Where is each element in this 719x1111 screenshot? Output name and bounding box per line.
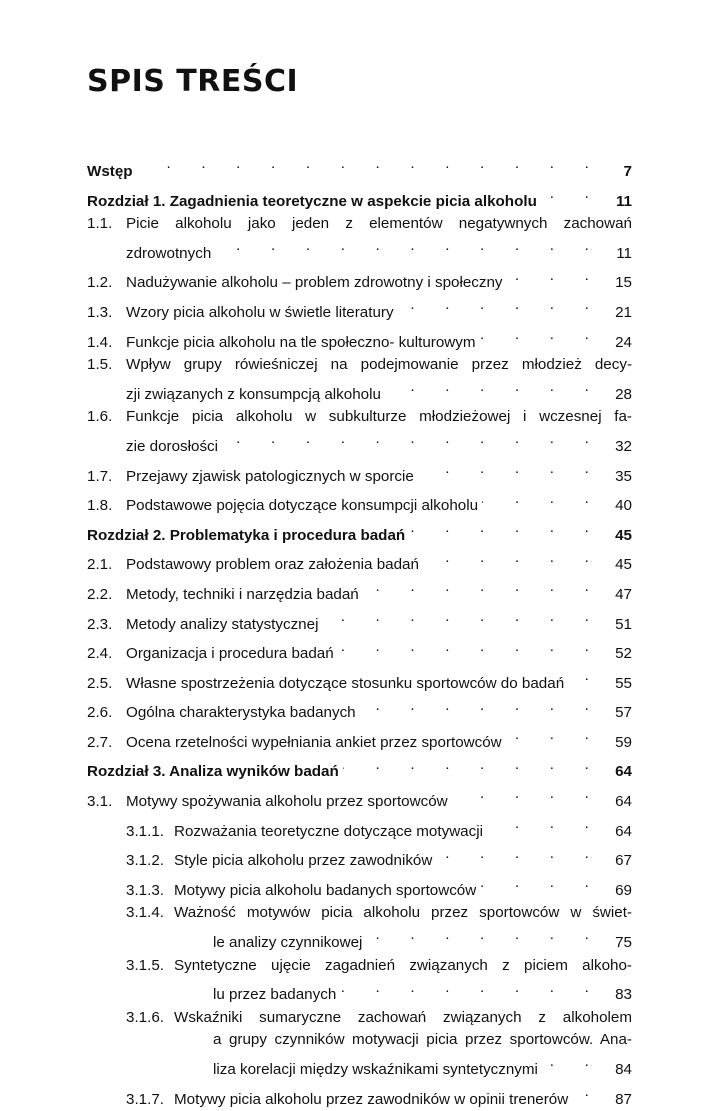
toc-entry-line bbox=[126, 843, 632, 873]
toc-entry-title: Metody, techniki i narzędzia badań bbox=[126, 585, 359, 603]
toc-page-number: 87 bbox=[615, 1090, 632, 1108]
toc-entry-line bbox=[87, 488, 632, 518]
toc-entry[interactable] bbox=[87, 577, 632, 607]
toc-page-number: 15 bbox=[615, 274, 632, 292]
dot-leader bbox=[507, 265, 602, 287]
toc-entry-title: Podstawowe pojęcia dotyczące konsumpcji alkoholu bbox=[126, 497, 479, 515]
dot-leader bbox=[222, 429, 602, 451]
toc-entry-title: Motywy picia alkoholu przez zawodników w opinii trenerów bbox=[174, 1090, 569, 1108]
toc-entry[interactable] bbox=[87, 814, 632, 844]
toc-entry[interactable] bbox=[87, 295, 632, 325]
toc-entry-title: liza korelacji między wskaźnikami syntetycznymi bbox=[213, 1061, 538, 1078]
toc-page-number: 52 bbox=[615, 645, 632, 663]
toc-entry-line bbox=[87, 459, 632, 489]
toc-entry-title: Wskaźniki sumaryczne zachowań związanych z alkoholem bbox=[174, 1008, 632, 1026]
toc-entry-number: 3.1.4. bbox=[126, 904, 164, 922]
toc-entry-number: 3.1.3. bbox=[126, 881, 164, 899]
toc-entry-title: Funkcje picia alkoholu w subkulturze młodzieżowej i wczesnej fa- bbox=[126, 408, 632, 426]
toc-page-number: 45 bbox=[615, 556, 632, 574]
toc-entry[interactable] bbox=[87, 325, 632, 355]
toc-entry[interactable] bbox=[87, 955, 632, 1007]
toc-entry-title: Rozdział 1. Zagadnienia teoretyczne w aspekcie picia alkoholu bbox=[87, 192, 537, 210]
toc-page-number: 75 bbox=[615, 934, 632, 952]
toc-entry-number: 1.6. bbox=[87, 408, 113, 426]
toc-entry[interactable] bbox=[87, 154, 632, 184]
toc-entry-title: zie dorosłości bbox=[126, 437, 219, 455]
dot-leader bbox=[482, 488, 602, 510]
toc-entry-continuation bbox=[126, 1029, 632, 1052]
toc-entry-line bbox=[87, 406, 632, 429]
dot-leader bbox=[480, 873, 602, 895]
toc-entry-title: Ważność motywów picia alkoholu przez sportowców w świet- bbox=[174, 904, 632, 922]
toc-entry[interactable] bbox=[87, 666, 632, 696]
toc-entry-line bbox=[87, 213, 632, 236]
toc-page-number: 64 bbox=[615, 822, 632, 840]
toc-entry-number: 3.1.5. bbox=[126, 956, 164, 974]
toc-entry-title: lu przez badanych bbox=[213, 986, 337, 1004]
toc-entry-number: 3.1.6. bbox=[126, 1008, 164, 1026]
toc-entry[interactable] bbox=[87, 1082, 632, 1111]
toc-page-number: 7 bbox=[623, 163, 632, 180]
dot-leader bbox=[398, 295, 602, 317]
table-of-contents bbox=[87, 154, 632, 1111]
toc-entry-continuation bbox=[87, 236, 632, 266]
toc-page-number: 47 bbox=[615, 585, 632, 603]
toc-page-number: 69 bbox=[615, 881, 632, 899]
dot-leader bbox=[409, 518, 602, 540]
toc-page-number: 11 bbox=[616, 244, 632, 262]
toc-entry-number: 1.7. bbox=[87, 467, 113, 485]
toc-page-number: 28 bbox=[615, 385, 632, 403]
toc-entry-title: Podstawowy problem oraz założenia badań bbox=[126, 556, 419, 574]
toc-entry[interactable] bbox=[87, 725, 632, 755]
toc-entry-number: 2.3. bbox=[87, 615, 113, 633]
dot-leader bbox=[215, 236, 602, 258]
toc-entry[interactable] bbox=[87, 902, 632, 954]
toc-entry-line bbox=[87, 184, 632, 214]
toc-page-number: 57 bbox=[615, 704, 632, 722]
toc-page-number: 59 bbox=[615, 733, 632, 751]
dot-leader bbox=[572, 1082, 602, 1104]
toc-page-number: 84 bbox=[615, 1061, 632, 1078]
toc-entry[interactable] bbox=[87, 406, 632, 458]
toc-entry-line bbox=[87, 607, 632, 637]
toc-entry-line bbox=[87, 265, 632, 295]
toc-entry-title: Wzory picia alkoholu w świetle literatury bbox=[126, 303, 394, 321]
toc-page-number: 83 bbox=[615, 986, 632, 1004]
toc-entry-line bbox=[87, 577, 632, 607]
toc-entry-number: 1.3. bbox=[87, 303, 113, 321]
toc-entry-number: 1.5. bbox=[87, 356, 113, 374]
toc-entry-line bbox=[87, 784, 632, 814]
toc-entry-number: 2.1. bbox=[87, 556, 113, 574]
toc-entry-line bbox=[87, 295, 632, 325]
dot-leader bbox=[137, 154, 602, 176]
toc-entry-line bbox=[126, 955, 632, 978]
dot-leader bbox=[363, 577, 602, 599]
toc-page-number: 40 bbox=[615, 497, 632, 515]
toc-page-number: 64 bbox=[615, 763, 632, 781]
toc-entry-number: 1.8. bbox=[87, 497, 113, 515]
toc-entry-line bbox=[126, 902, 632, 925]
toc-entry[interactable] bbox=[87, 754, 632, 784]
toc-entry-continuation bbox=[87, 377, 632, 407]
toc-entry-line bbox=[87, 325, 632, 355]
toc-page-number: 24 bbox=[615, 333, 632, 351]
toc-entry-title: Wpływ grupy rówieśniczej na podejmowanie przez młodzież decy- bbox=[126, 356, 632, 374]
dot-leader bbox=[423, 547, 602, 569]
toc-entry[interactable] bbox=[87, 695, 632, 725]
dot-leader bbox=[568, 666, 602, 688]
toc-entry-title: Organizacja i procedura badań bbox=[126, 645, 334, 663]
dot-leader bbox=[340, 977, 602, 999]
toc-entry[interactable] bbox=[87, 873, 632, 903]
toc-entry-continuation bbox=[126, 1052, 632, 1082]
toc-entry-continuation bbox=[126, 925, 632, 955]
toc-entry-title: Ocena rzetelności wypełniania ankiet przez sportowców bbox=[126, 733, 502, 751]
toc-page-number: 45 bbox=[615, 526, 632, 544]
toc-entry-line bbox=[87, 695, 632, 725]
toc-entry[interactable] bbox=[87, 213, 632, 265]
toc-entry-number: 2.5. bbox=[87, 674, 113, 692]
dot-leader bbox=[452, 784, 602, 806]
toc-entry-title: Motywy spożywania alkoholu przez sportowców bbox=[126, 793, 448, 811]
toc-entry-line bbox=[87, 754, 632, 784]
toc-entry-line bbox=[126, 814, 632, 844]
toc-entry-title: Rozważania teoretyczne dotyczące motywacji bbox=[174, 822, 483, 840]
dot-leader bbox=[322, 607, 602, 629]
toc-entry-title: Motywy picia alkoholu badanych sportowców bbox=[174, 881, 477, 899]
toc-entry-line bbox=[87, 547, 632, 577]
toc-entry-number: 2.7. bbox=[87, 733, 113, 751]
toc-page-number: 64 bbox=[615, 793, 632, 811]
toc-entry-title: zji związanych z konsumpcją alkoholu bbox=[126, 385, 381, 403]
toc-entry-line bbox=[87, 725, 632, 755]
toc-page-number: 32 bbox=[615, 437, 632, 455]
toc-entry-number: 3.1.1. bbox=[126, 822, 164, 840]
dot-leader bbox=[541, 184, 602, 206]
toc-entry-line bbox=[126, 873, 632, 903]
dot-leader bbox=[542, 1052, 602, 1074]
toc-entry[interactable] bbox=[87, 518, 632, 548]
toc-entry-title: Picie alkoholu jako jeden z elementów negatywnych zachowań bbox=[126, 215, 632, 233]
toc-entry-title: Przejawy zjawisk patologicznych w sporcie bbox=[126, 467, 414, 485]
toc-entry-title: Nadużywanie alkoholu – problem zdrowotny i społeczny bbox=[126, 274, 503, 292]
toc-entry-number: 3.1.7. bbox=[126, 1090, 164, 1108]
toc-entry-number: 3.1.2. bbox=[126, 852, 164, 870]
toc-page-number: 67 bbox=[615, 852, 632, 870]
toc-page-number: 21 bbox=[615, 303, 632, 321]
toc-entry-title: zdrowotnych bbox=[126, 244, 212, 262]
toc-entry-number: 1.4. bbox=[87, 333, 113, 351]
dot-leader bbox=[506, 725, 602, 747]
toc-entry-number: 2.4. bbox=[87, 645, 113, 663]
toc-entry-number: 1.1. bbox=[87, 215, 113, 233]
toc-entry-title: le analizy czynnikowej bbox=[213, 934, 363, 952]
toc-entry-title: Ogólna charakterystyka badanych bbox=[126, 704, 356, 722]
dot-leader bbox=[338, 636, 602, 658]
toc-entry-line bbox=[87, 154, 632, 184]
toc-entry-number: 2.6. bbox=[87, 704, 113, 722]
toc-entry-title: a grupy czynników motywacji picia przez sportowców. Ana- bbox=[213, 1031, 632, 1049]
page-title: SPIS TREŚCI bbox=[87, 64, 299, 99]
toc-entry[interactable] bbox=[87, 784, 632, 814]
toc-entry[interactable] bbox=[87, 488, 632, 518]
dot-leader bbox=[385, 377, 602, 399]
toc-entry-title: Syntetyczne ujęcie zagadnień związanych z piciem alkoho- bbox=[174, 956, 632, 974]
toc-entry-number: 2.2. bbox=[87, 585, 113, 603]
toc-entry[interactable] bbox=[87, 547, 632, 577]
toc-entry-title: Rozdział 2. Problematyka i procedura badań bbox=[87, 526, 406, 544]
toc-entry-title: Wstęp bbox=[87, 163, 133, 180]
toc-entry[interactable] bbox=[87, 1007, 632, 1082]
toc-entry-line bbox=[126, 1007, 632, 1030]
toc-entry-number: 3.1. bbox=[87, 793, 113, 811]
dot-leader bbox=[366, 925, 602, 947]
toc-entry-line bbox=[87, 518, 632, 548]
toc-entry[interactable] bbox=[87, 607, 632, 637]
toc-entry-line bbox=[87, 636, 632, 666]
dot-leader bbox=[343, 754, 602, 776]
toc-entry[interactable] bbox=[87, 459, 632, 489]
dot-leader bbox=[479, 325, 602, 347]
toc-entry[interactable] bbox=[87, 354, 632, 406]
dot-leader bbox=[418, 459, 602, 481]
toc-entry-line bbox=[87, 354, 632, 377]
toc-entry-title: Własne spostrzeżenia dotyczące stosunku sportowców do badań bbox=[126, 674, 565, 692]
toc-entry-title: Funkcje picia alkoholu na tle społeczno- kulturowym bbox=[126, 333, 476, 351]
toc-entry-number: 1.2. bbox=[87, 274, 113, 292]
toc-entry-line bbox=[126, 1082, 632, 1111]
toc-entry[interactable] bbox=[87, 843, 632, 873]
toc-entry-continuation bbox=[87, 429, 632, 459]
toc-entry-title: Rozdział 3. Analiza wyników badań bbox=[87, 763, 339, 781]
toc-page-number: 35 bbox=[615, 467, 632, 485]
toc-entry-title: Style picia alkoholu przez zawodników bbox=[174, 852, 433, 870]
dot-leader bbox=[487, 814, 602, 836]
toc-page-number: 51 bbox=[615, 615, 632, 633]
toc-entry[interactable] bbox=[87, 184, 632, 214]
toc-page-number: 11 bbox=[615, 192, 632, 210]
toc-page-number: 55 bbox=[615, 674, 632, 692]
toc-entry[interactable] bbox=[87, 265, 632, 295]
toc-entry[interactable] bbox=[87, 636, 632, 666]
toc-entry-continuation bbox=[126, 977, 632, 1007]
dot-leader bbox=[360, 695, 602, 717]
toc-entry-line bbox=[87, 666, 632, 696]
toc-entry-title: Metody analizy statystycznej bbox=[126, 615, 319, 633]
dot-leader bbox=[436, 843, 602, 865]
